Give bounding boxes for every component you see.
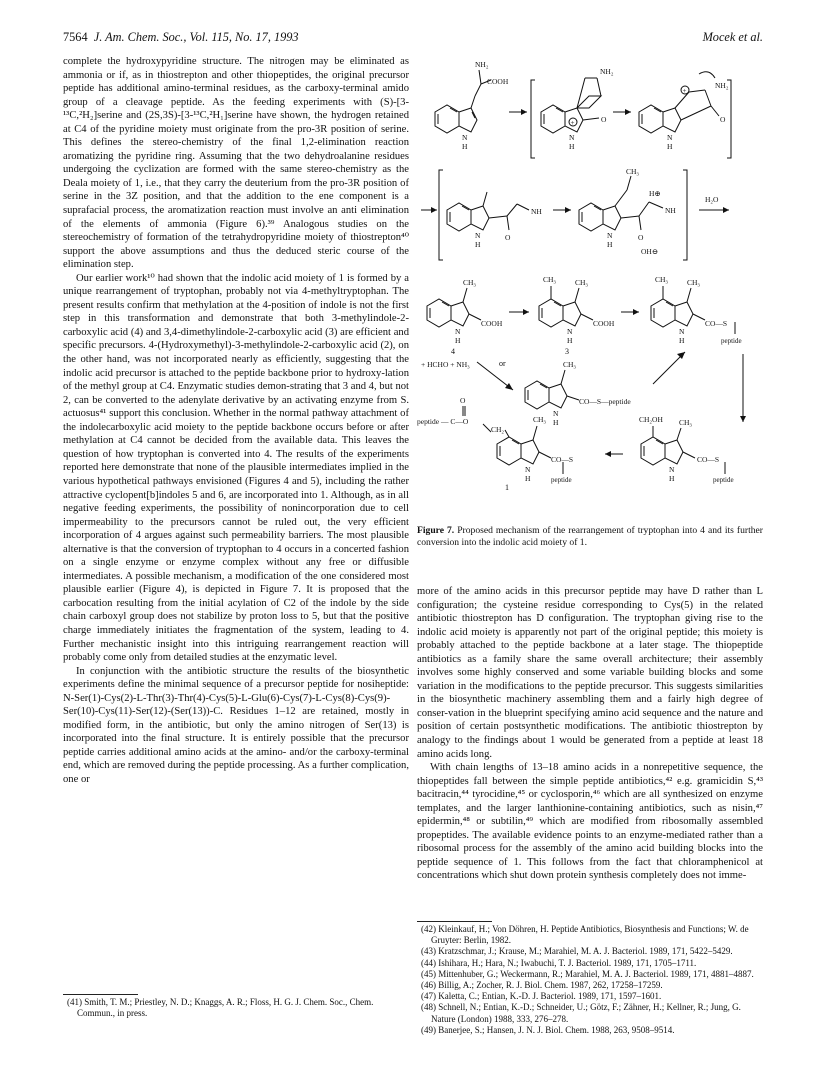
oh-minus-label: OH⊖ <box>641 247 659 256</box>
o-label: O <box>601 115 607 124</box>
peptide-label: peptide <box>713 476 734 484</box>
nh-label: NH <box>665 206 676 215</box>
compound-4 <box>427 278 503 356</box>
n-label: N <box>553 409 559 418</box>
paragraph: In conjunction with the antibiotic structure the results of the biosynthetic experiments define the minimal sequence of a precursor peptide for nosiheptide: N-Ser(1)-Cys(2)-L-Thr(3)-Thr(4)-Cys(5)-L-Glu(6)-Cys(7)-L-Cys(8)-Cys(9)-Ser(10)-Cys(11)-Ser(12)-(Ser(13))-C. Residues 1–12 are retained, mostly in modified form, in the antibiotic, but only the amino nitrogen of Ser(13) is incorporated into the final structure. It is entirely possible that the precursor peptide carries additional amino acids at the amino- and/or the carboxy-terminal end, which are removed during the peptide processing. As a further complication, one or <box>63 665 409 785</box>
nh2-label: NH₂ <box>600 67 614 76</box>
n-label: N <box>569 133 575 142</box>
h-label: H <box>567 336 573 345</box>
h-label: H <box>462 142 468 151</box>
nh2-label: NH₂ <box>475 60 489 69</box>
compound-3 <box>539 275 615 356</box>
n-label: N <box>669 465 675 474</box>
h-label: H <box>475 240 481 249</box>
h-label: H <box>607 240 613 249</box>
footnote: (48) Schnell, N.; Entian, K.-D.; Schneider, U.; Götz, F.; Zähner, H.; Kellner, R.; Jung, G. Nature (London) 1988, 333, 276–278. <box>421 1002 741 1024</box>
compound-number-1: 1 <box>505 483 509 492</box>
footnote: (41) Smith, T. M.; Priestley, N. D.; Knaggs, A. R.; Floss, H. G. J. Chem. Soc., Chem. Commun., in press. <box>67 997 374 1018</box>
peptide-c-o-label: peptide — C—O <box>417 417 469 426</box>
footnote: (42) Kleinkauf, H.; Von Döhren, H. Peptide Antibiotics, Biosynthesis and Functions; W. de Gruyter: Berlin, 1982. <box>421 924 749 946</box>
n-label: N <box>455 327 461 336</box>
co-s-label: CO—S <box>697 455 720 464</box>
h-label: H <box>679 336 685 345</box>
caption-label: Figure 7. <box>417 525 455 536</box>
paragraph: Our earlier work¹⁰ had shown that the indolic acid moiety of 1 is formed by a unique rearrangement of tryptophan, probably not via 4-methyltryptophan. The present results confirm that methylation at the 4-position of indole is not the first step in this transformation and demonstrate that both 3-methylindole-2-carboxylic acid (4) and 3,4-dimethylindole-2-carboxylic acid (3) are efficient and specific precursors. 4-(Hydroxymethyl)-3-methylindole-2-carboxylic acid (2), on the other hand, was not incorporated nearly as efficiently, suggesting that the indolic acid precursor is attached to the peptide backbone prior to hydroxy-lation of the methyl group at C4. Enzymatic studies demon-strating that 3 and 4, but not 2, can be converted to the adenylate derivative by an activating enzyme from S. actuosus⁴¹ support this conclusion. Whether in the normal pathway attachment of the indolecarboxylic acid moiety to the peptide backbone occurs before or after methylation at C4 cannot be decided from the available data. This leaves the question of how tryptophan is converted into 4. The results of the experiments reported here demonstrate that none of the plausible intermediates implied in the various hypothetical pathways envisioned (Figures 4 and 5), including the rather attractive cyclopent[b]indoles 5 and 6, are incorporated into 1. Although, as in all negative feeding experiments, the possibility of nonincorporation due to cell impermeability to the precursors cannot be ruled out, the very efficient incorporation of 4 argues against such permeability barriers. The most plausible alternative is that the conversion of tryptophan to 4 occurs in a concerted fashion on a single enzyme or enzyme complex without any free or diffusible intermediates. A possible mechanism, a modification of the one considered most plausible earlier (Figure 4), is depicted in Figure 7. It is proposed that the carbocation resulting from the initial acylation of C2 of the indole by the side chain carboxyl group does not stabilize by proton loss to 5, but that the positive charge immediately initiates the fragmentation of the system, leading to 4. Further mechanistic insight into this intriguing rearrangement reaction will probably come only from detailed studies at the enzymatic level. <box>63 272 409 664</box>
peptide-label: peptide <box>721 337 742 345</box>
cooh-label: COOH <box>481 319 503 328</box>
h-label: H <box>569 142 575 151</box>
ch2-label: CH₂ <box>491 425 505 434</box>
figure-7-scheme <box>417 50 763 520</box>
ch3-label: CH₃ <box>543 275 557 284</box>
ch3-label: CH₃ <box>687 278 701 287</box>
paragraph: more of the amino acids in this precursor peptide may have D rather than L configuration; the cysteine residue corresponding to Cys(5) in the related antibiotic thiostrepton has D configuration. The tryptophan giving rise to the indolic acid moiety is apparently not part of the original peptide; this moiety is probably attached to the peptide backbone at a later stage. The thiopeptide antibiotics as a family share the same overall architecture; their assembly involves some highly conserved and some variable building blocks and some variation in the modifications to the peptide precursor. This suggests similarities in the biosynthetic machinery assembling them and a fairly high degree of conser-vation in the blueprint specifying amino acid sequence and the nature and position of certain postsynthetic modifications. The antibiotic thiostrepton by analogy to the findings about 1 would be generated from a peptide at least 18 amino acids long. <box>417 586 763 760</box>
cyclobutanone-intermediate <box>541 67 614 151</box>
footnote: (45) Mittenhuber, G.; Weckermann, R.; Marahiel, M. A. J. Bacteriol. 1989, 171, 4881–4887. <box>421 968 754 979</box>
h-label: H <box>525 474 531 483</box>
right-column <box>417 585 763 883</box>
compound-number-4: 4 <box>451 347 455 356</box>
thioester-dimethyl <box>651 275 742 345</box>
paragraph: complete the hydroxypyridine structure. The nitrogen may be eliminated as ammonia or if, as in thiostrepton and other thiopeptides, the original precursor peptide has additional amino-terminal residues, as the carboxy-terminal amido group of a cleavage peptide. As the feeding experiments with (S)-[3-¹³C,²H₂]serine and (2S,3S)-[3-¹³C,²H₁]serine have shown, the hydrogen retained at C4 of the pyridine moiety must originate from the pro-3R position of serine. This defines the stereo-chemistry of the final 1,2-elimination reaction aromatizing the pyridine ring. Assuming that the two dehydroalanine residues undergoing the cyclization are formed with the same stereo-chemistry as the Deala moiety of 1, i.e., that they carry the deuterium from the pro-3R position of serine in the 3Z position, and that the addition to the ene component is a suprafacial process, the aromatization reaction must involve an anti elimination of the elements of ammonia (Figure 6).³⁹ Analogous studies on the stereochemistry of formation of the tetrahydropyridine moiety of thiostrepton⁴⁰ support the above assumptions and thus the deduced steric course of the elimination step. <box>63 56 409 271</box>
imine-intermediate <box>447 192 542 249</box>
hydroxymethyl-thioester <box>639 415 734 484</box>
running-header <box>63 30 763 48</box>
h-plus-label: H⊕ <box>649 189 661 198</box>
journal-citation: J. Am. Chem. Soc., Vol. 115, No. 17, 1993 <box>93 30 299 44</box>
ch2oh-label: CH₂OH <box>639 415 663 424</box>
page-number: 7564 <box>63 30 88 44</box>
peptide-label: peptide <box>551 476 572 484</box>
ring-opened-cation <box>639 72 729 151</box>
h-label: H <box>669 474 675 483</box>
n-label: N <box>667 133 673 142</box>
n-label: N <box>567 327 573 336</box>
nh-label: NH <box>531 207 542 216</box>
hcho-nh3-label: + HCHO + NH₃ <box>421 360 470 369</box>
svg-text:+: + <box>570 119 575 127</box>
footnote: (46) Billig, A.; Zocher, R. J. Biol. Chem. 1987, 262, 17258–17259. <box>421 980 663 991</box>
footnote: (43) Kratzschmar, J.; Krause, M.; Marahiel, M. A. J. Bacteriol. 1989, 171, 5422–5429. <box>421 946 733 957</box>
header-authors: Mocek et al. <box>702 30 763 44</box>
cooh-label: COOH <box>593 319 615 328</box>
paragraph: With chain lengths of 13–18 amino acids in a nonrepetitive sequence, the thiopeptides fall between the simple peptide antibiotics,⁴² e.g. gramicidin S,⁴³ bacitracin,⁴⁴ tyrocidine,⁴⁵ or cyclosporin,⁴⁶ which are all synthesized on enzyme templates, and the larger lanthionine-containing antibiotics, such as nisin,⁴⁷ epidermin,⁴⁸ or subtilin,⁴⁹ which are modified from ribosomally assembled propeptides. The available evidence points to an enzyme-mediated rather than a ribosomal process for the assembly of the amino acid building blocks into the peptide sequence of 1. This follows from the fact that chloramphenicol at concentrations which shut down protein synthesis completely does not imme- <box>417 762 763 882</box>
svg-text:+: + <box>682 87 687 95</box>
h2o-label: H₂O <box>705 195 719 204</box>
protonated-intermediate <box>579 167 676 256</box>
h-label: H <box>455 336 461 345</box>
ch3-label: CH₃ <box>463 278 477 287</box>
h-label: H <box>667 142 673 151</box>
footnote: (49) Banerjee, S.; Hansen, J. N. J. Biol. Chem. 1988, 263, 9508–9514. <box>421 1024 675 1035</box>
n-label: N <box>525 465 531 474</box>
o-label: O <box>720 115 726 124</box>
compound-number-3: 3 <box>565 347 569 356</box>
footnote: (47) Kaletta, C.; Entian, K.-D. J. Bacteriol. 1989, 171, 1597–1601. <box>421 991 662 1002</box>
n-label: N <box>462 133 468 142</box>
left-column <box>63 55 409 787</box>
footnote: (44) Ishihara, H.; Hara, N.; Iwabuchi, T. J. Bacteriol. 1989, 171, 1705–1711. <box>421 957 697 968</box>
ch3-label: CH₃ <box>563 360 577 369</box>
co-s-peptide-label: CO—S—peptide <box>579 397 631 406</box>
ch3-label: CH₃ <box>533 415 547 424</box>
o-label: O <box>638 233 644 242</box>
nh2-label: NH₂ <box>715 81 729 90</box>
footnotes-left <box>63 997 409 1019</box>
ch3-label: CH₃ <box>626 167 640 176</box>
footnotes-right <box>417 924 763 1036</box>
o-label: O <box>460 396 466 405</box>
cooh-label: COOH <box>487 77 509 86</box>
n-label: N <box>607 231 613 240</box>
o-label: O <box>505 233 511 242</box>
ch3-label: CH₃ <box>679 418 693 427</box>
footnote-rule <box>63 994 138 995</box>
or-label: or <box>499 359 506 368</box>
reaction-scheme-svg <box>417 50 763 520</box>
caption-text: Proposed mechanism of the rearrangement of tryptophan into 4 and its further conversion into the indolic acid moiety of 1. <box>417 525 763 548</box>
n-label: N <box>679 327 685 336</box>
co-s-label: CO—S <box>551 455 574 464</box>
h-label: H <box>553 418 559 427</box>
ch3-label: CH₃ <box>575 278 589 287</box>
figure-caption <box>417 525 763 549</box>
header-left <box>63 30 299 45</box>
footnote-rule <box>417 921 492 922</box>
tryptophan-structure <box>435 60 509 151</box>
ch3-label: CH₃ <box>655 275 669 284</box>
compound-1-moiety <box>417 396 573 492</box>
n-label: N <box>475 231 481 240</box>
co-s-label: CO—S <box>705 319 728 328</box>
